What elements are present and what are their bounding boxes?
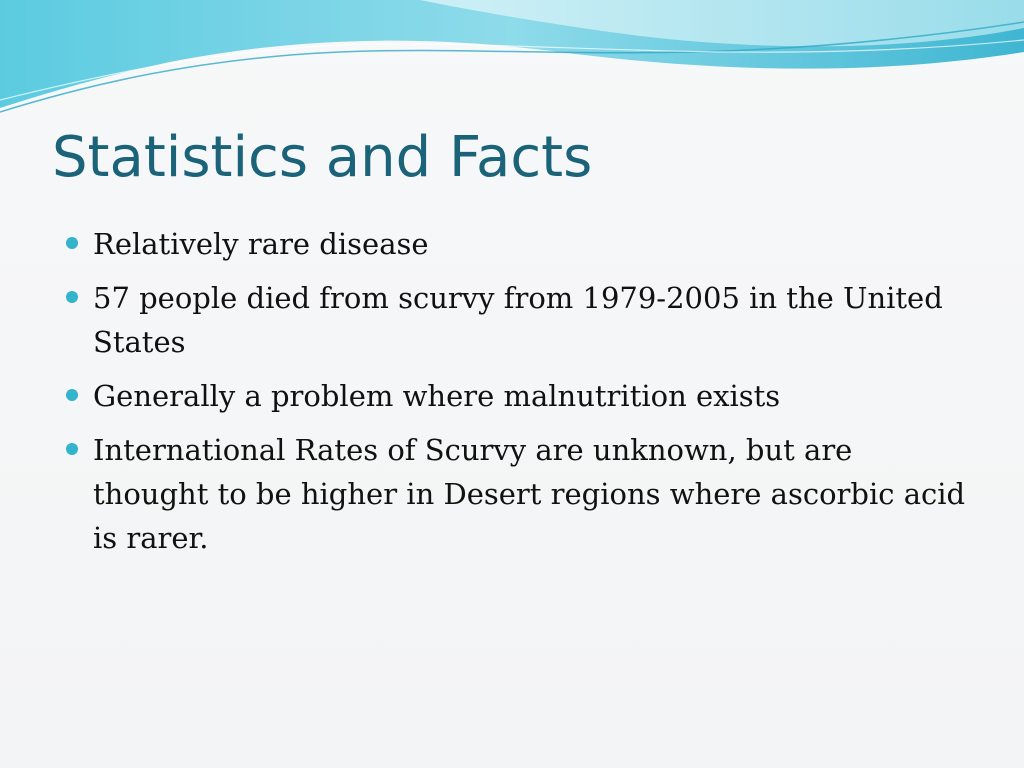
- bullet-dot-icon: [66, 389, 78, 401]
- decorative-wave-banner: [0, 0, 1024, 130]
- bullet-text: International Rates of Scurvy are unknown, but are thought to be higher in Desert regions where ascorbic acid is rarer.: [93, 433, 966, 555]
- bullet-dot-icon: [66, 291, 78, 303]
- bullet-dot-icon: [66, 443, 78, 455]
- bullet-text: Generally a problem where malnutrition exists: [93, 379, 781, 413]
- bullet-text: 57 people died from scurvy from 1979-2005 in the United States: [93, 281, 943, 359]
- list-item: [66, 428, 966, 560]
- slide-title: Statistics and Facts: [52, 125, 593, 190]
- list-item: [66, 374, 966, 418]
- bullet-text: Relatively rare disease: [93, 227, 429, 261]
- list-item: [66, 222, 966, 266]
- bullet-dot-icon: [66, 237, 78, 249]
- list-item: [66, 276, 966, 364]
- bullet-list: [66, 222, 966, 570]
